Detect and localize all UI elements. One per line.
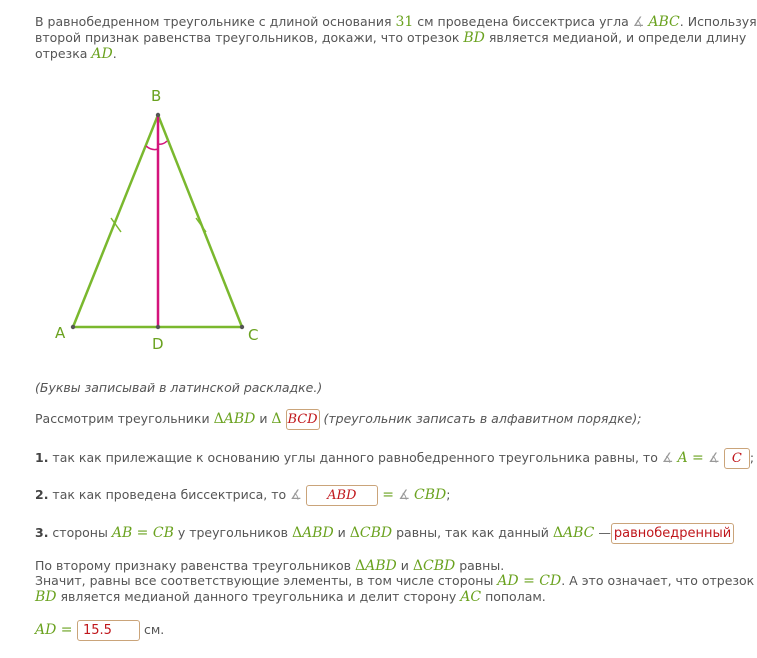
base-length: 31 [395, 14, 414, 30]
triangle-answer-field[interactable]: BCD [286, 409, 320, 430]
vertex-c [240, 325, 244, 329]
vertex-b [156, 113, 160, 117]
conclusion-line-2: Значит, равны все соответствующие элементы, в том числе стороны AD = CD. А это означает, что отрезок [35, 573, 755, 589]
label-d: D [152, 335, 164, 353]
label-a: A [55, 324, 66, 342]
angle-arc-right [158, 141, 167, 144]
step-2: 2. так как проведена биссектриса, то ∡ ABD = ∡ CBD; [35, 485, 451, 506]
conclusion-line-3: BD является медианой данного треугольника и делит сторону AC пополам. [35, 589, 546, 605]
angle-abd-answer-field[interactable]: ABD [306, 485, 378, 506]
vertex-d [156, 325, 160, 329]
layout-note: (Буквы записывай в латинской раскладке.) [35, 380, 323, 395]
side-ab [73, 115, 158, 327]
task-line-1: В равнобедренном треугольнике с длиной основания 31 см проведена биссектриса угла ∡ ABC. Используя [35, 14, 757, 30]
task-line-2: второй признак равенства треугольников, докажи, что отрезок BD является медианой, и определи длину [35, 30, 747, 46]
label-b: B [151, 87, 162, 105]
angle-icon: ∡ [632, 15, 645, 30]
tick-bc [196, 218, 206, 232]
ad-length-answer-field[interactable]: 15.5 [77, 620, 140, 641]
angle-c-answer-field[interactable]: C [724, 448, 750, 469]
conclusion-line-1: По второму признаку равенства треугольников ΔABD и ΔCBD равны. [35, 558, 505, 574]
tick-ab [111, 218, 121, 232]
step-0: Рассмотрим треугольники ΔABD и Δ BCD (треугольник записать в алфавитном порядке); [35, 409, 641, 430]
step-3: 3. стороны AB = CB у треугольников ΔABD и ΔCBD равны, так как данный ΔABC — равнобедренный [35, 523, 734, 544]
side-bc [158, 115, 242, 327]
vertex-a [71, 325, 75, 329]
angle-arc-left [146, 146, 158, 150]
result-line: AD = 15.5 см. [35, 620, 164, 641]
task-line-3: отрезка AD. [35, 46, 117, 62]
label-c: C [248, 326, 259, 344]
step-1: 1. так как прилежащие к основанию углы данного равнобедренного треугольника равны, то ∡ A = ∡ C ; [35, 448, 754, 469]
isosceles-answer-field[interactable]: равнобедренный [611, 523, 734, 544]
